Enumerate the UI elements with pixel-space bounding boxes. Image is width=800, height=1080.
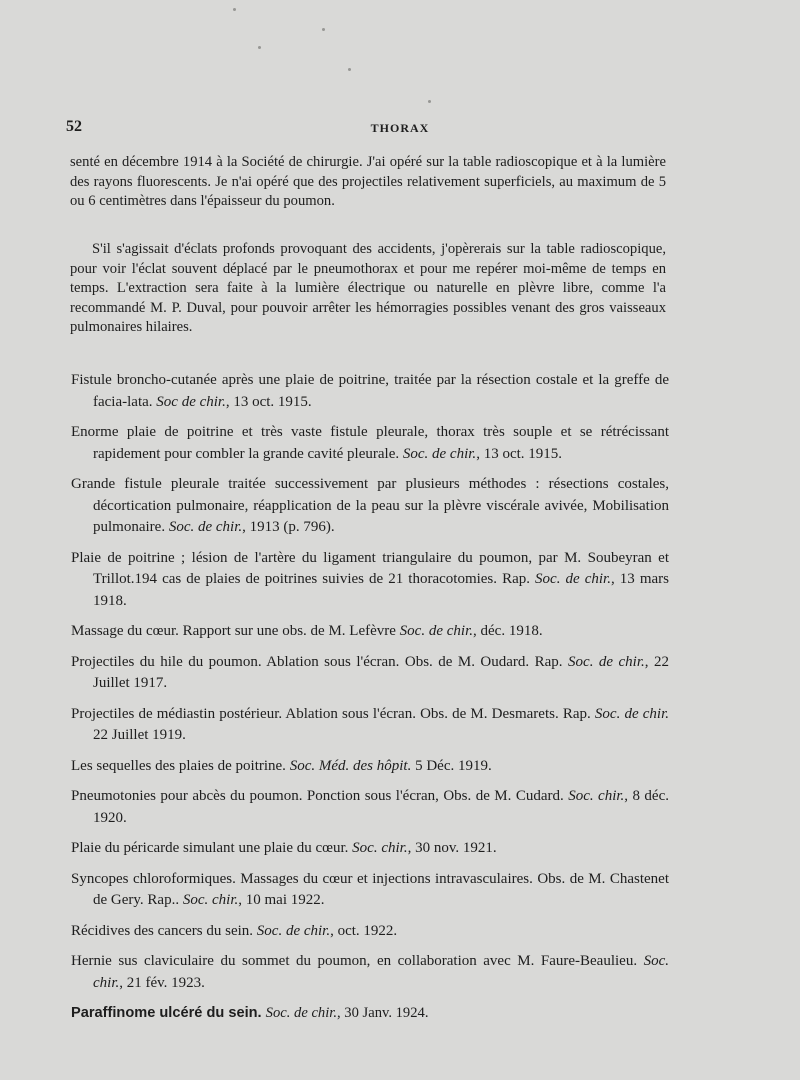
entry-title: Fistule broncho-cutanée après une plaie de poitrine, traitée par la résection costale et la greffe de facia-lata. <box>71 372 669 410</box>
bibliography-entry <box>71 951 669 994</box>
entry-source: Soc. de chir. <box>568 653 645 670</box>
paragraph-text: S'il s'agissait d'éclats profonds provoquant des accidents, j'opèrerais sur la table radioscopique, pour voir l'éclat souvent déplacé par le pneumothorax et pour me repérer moi-même de temps en temps. L'extraction sera faite à la lumière électrique ou naturelle en plèvre libre, comme l'a recommandé M. P. Duval, pour pouvoir arrêter les hémorragies possibles venant des gros vaisseaux pulmonaires hilaires. <box>70 241 666 336</box>
entry-date: , 13 mars 1918. <box>93 571 669 609</box>
body-paragraph-2 <box>70 240 666 338</box>
entry-source: Soc. de chir. <box>265 1005 337 1021</box>
paper-speck <box>233 8 236 11</box>
entry-source: Soc. de chir. <box>168 519 243 535</box>
bibliography-entry <box>71 370 669 413</box>
bibliography-entry <box>71 652 669 695</box>
page-number: 52 <box>66 118 82 135</box>
paper-speck <box>322 28 325 31</box>
body-paragraph-1 <box>70 153 666 212</box>
bibliography-list <box>71 370 669 1034</box>
bibliography-entry <box>71 548 669 613</box>
header-title: THORAX <box>370 121 430 135</box>
entry-date: , 30 nov. 1921. <box>407 840 497 856</box>
entry-source: Soc. chir. <box>568 788 625 804</box>
bibliography-entry <box>71 869 669 912</box>
entry-title: Les sequelles des plaies de poitrine. <box>71 757 286 774</box>
entry-date: , 13 oct. 1915. <box>476 445 563 462</box>
entry-source: Soc. de chir. <box>399 623 473 639</box>
entry-source: Soc. de chir. <box>594 705 669 722</box>
entry-title: Récidives des cancers du sein. <box>71 922 254 939</box>
entry-date: , 8 déc. 1920. <box>93 788 669 826</box>
entry-title: Hernie sus claviculaire du sommet du poumon, en collaboration avec M. Faure-Beaulieu. <box>71 953 638 969</box>
entry-title: Syncopes chloroformiques. Massages du cœur et injections intravasculaires. Obs. de M. Chastenet de Gery. Rap.. <box>71 870 669 908</box>
entry-source: Soc. de chir. <box>402 445 477 462</box>
running-head <box>0 118 800 142</box>
entry-date: , 1913 (p. 796). <box>242 519 335 535</box>
bibliography-entry <box>71 422 669 465</box>
entry-source: Soc. Méd. des hôpit. <box>289 757 412 774</box>
entry-title: Enorme plaie de poitrine et très vaste fistule pleurale, thorax très souple et se rétrécissant rapidement pour combler la grande cavité pleurale. <box>71 424 669 462</box>
entry-date: , déc. 1918. <box>473 623 543 639</box>
entry-date: 22 Juillet 1919. <box>93 727 186 743</box>
entry-title: Projectiles du hile du poumon. Ablation sous l'écran. Obs. de M. Oudard. Rap. <box>71 653 563 670</box>
entry-source: Soc. de chir. <box>535 571 611 587</box>
bibliography-entry-bold <box>71 1003 669 1025</box>
entry-date: , 10 mai 1922. <box>238 892 325 908</box>
entry-title: Plaie du péricarde simulant une plaie du cœur. <box>71 840 349 856</box>
paragraph-text: senté en décembre 1914 à la Société de chirurgie. J'ai opéré sur la table radioscopique et à la lumière des rayons fluorescents. Je n'ai opéré que des projectiles relativement superficiels, au maximum de 5 ou 6 centimètres dans l'épaisseur du poumon. <box>70 154 666 210</box>
entry-title: Grande fistule pleurale traitée successivement par plusieurs méthodes : résections costales, décortication pulmonaire, réapplication de la peau sur la plèvre viscérale avivée, Mobilisation pulmonaire. <box>71 476 669 535</box>
paper-speck <box>428 100 431 103</box>
entry-date: 5 Déc. 1919. <box>411 757 492 774</box>
entry-date: , 30 Janv. 1924. <box>337 1005 429 1021</box>
bibliography-entry <box>71 786 669 829</box>
bibliography-entry <box>71 474 669 539</box>
bibliography-entry <box>71 921 669 943</box>
entry-date: , 13 oct. 1915. <box>225 393 312 410</box>
entry-source: Soc. chir. <box>182 892 239 908</box>
bibliography-entry <box>71 704 669 747</box>
entry-source: Soc. chir. <box>93 953 670 991</box>
entry-source: Soc. de chir. <box>256 922 331 939</box>
bibliography-entry <box>71 621 669 643</box>
paper-speck <box>258 46 261 49</box>
entry-source: Soc de chir. <box>156 393 226 410</box>
bibliography-entry <box>71 838 669 860</box>
entry-date: , oct. 1922. <box>330 922 398 939</box>
entry-date: , 22 Juillet 1917. <box>93 653 669 691</box>
entry-title: Projectiles de médiastin postérieur. Ablation sous l'écran. Obs. de M. Desmarets. Rap. <box>71 705 591 722</box>
entry-source: Soc. chir. <box>352 840 408 856</box>
entry-date: , 21 fév. 1923. <box>119 974 205 991</box>
entry-title: Plaie de poitrine ; lésion de l'artère du ligament triangulaire du poumon, par M. Soubeyran et Trillot.194 cas de plaies de poitrines suivies de 21 thoracotomies. Rap. <box>71 549 669 587</box>
entry-title: Massage du cœur. Rapport sur une obs. de M. Lefèvre <box>71 623 396 639</box>
bibliography-entry <box>71 756 669 778</box>
entry-title: Pneumotonies pour abcès du poumon. Ponction sous l'écran, Obs. de M. Cudard. <box>71 788 564 804</box>
paper-speck <box>348 68 351 71</box>
entry-title: Paraffinome ulcéré du sein. <box>71 1005 262 1021</box>
